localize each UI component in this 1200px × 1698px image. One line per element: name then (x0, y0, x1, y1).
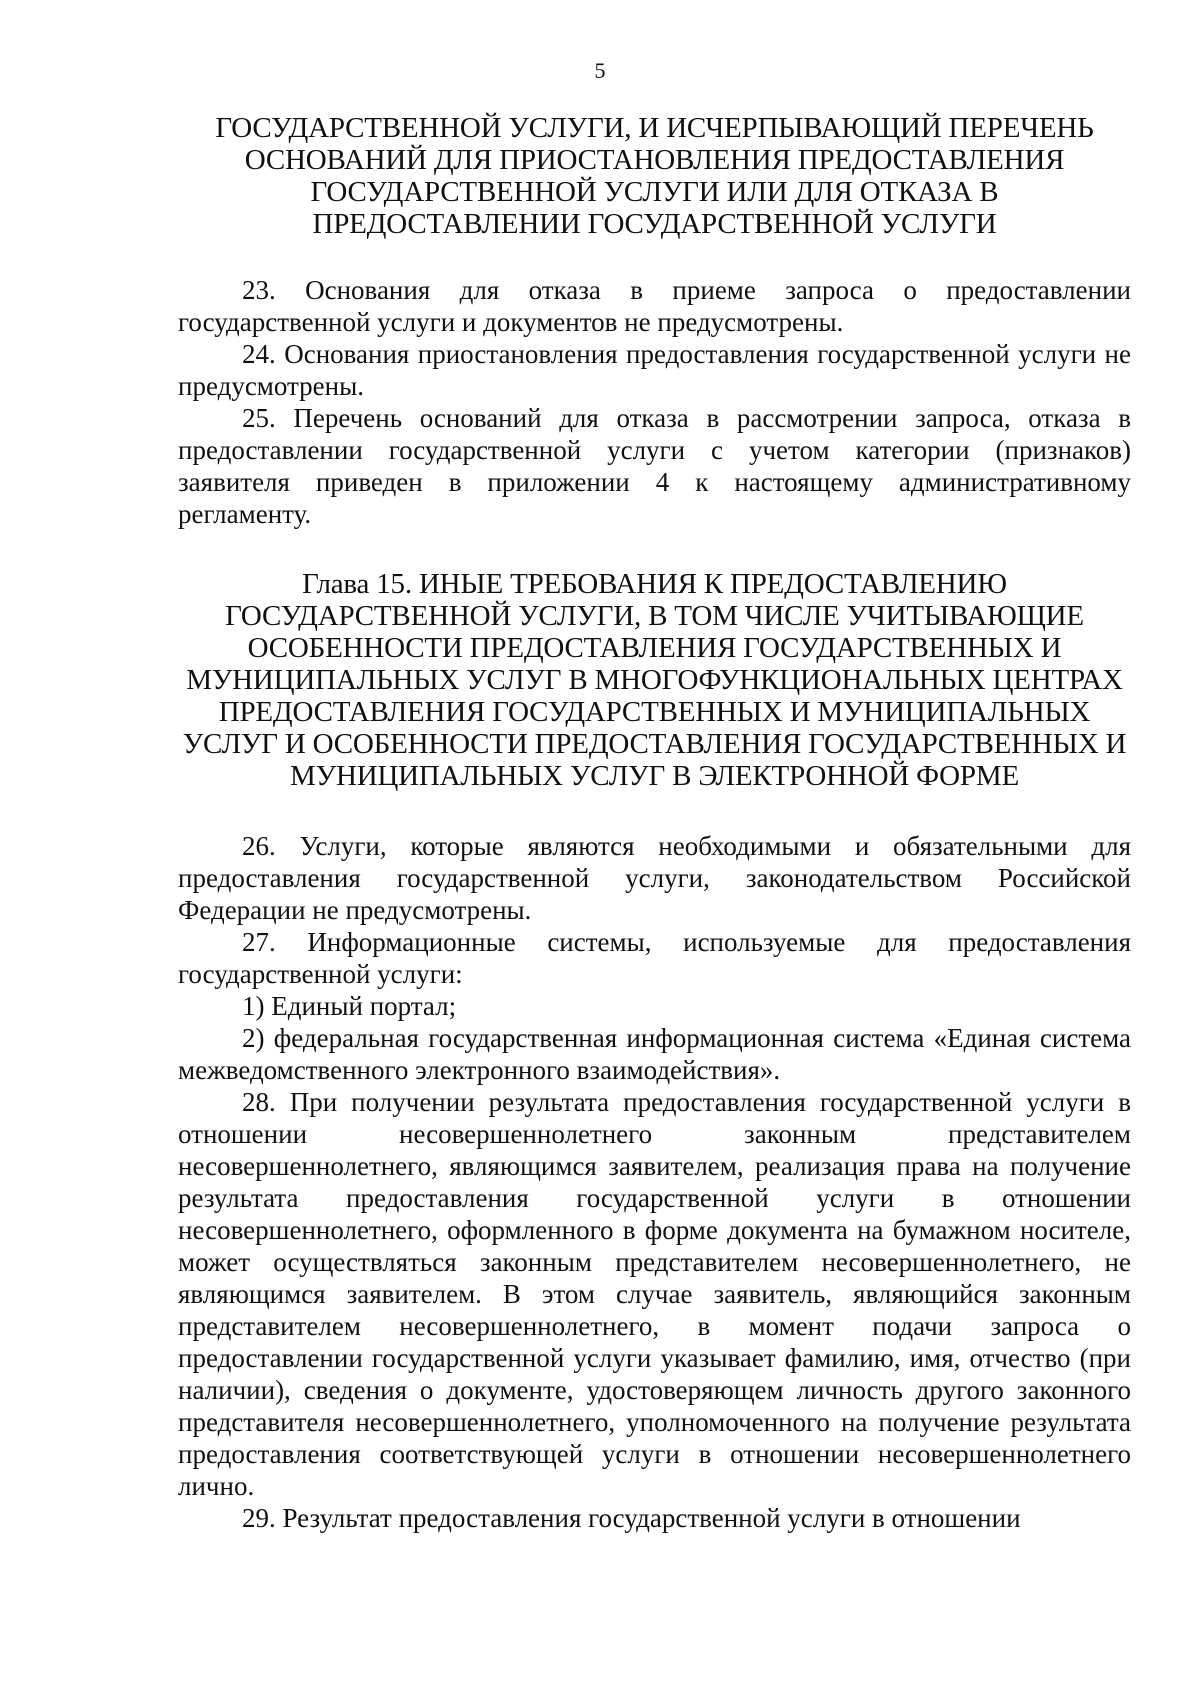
heading-line: УСЛУГ И ОСОБЕННОСТИ ПРЕДОСТАВЛЕНИЯ ГОСУДАРСТВЕННЫХ И (182, 728, 1127, 760)
section-heading-grounds (178, 112, 1131, 240)
list-item-1: 1) Единый портал; (242, 991, 457, 1021)
heading-line: ОСНОВАНИЙ ДЛЯ ПРИОСТАНОВЛЕНИЯ ПРЕДОСТАВЛЕНИЯ (244, 144, 1065, 176)
paragraph-28: 28. При получении результата предоставления государственной услуги в отношении несовершеннолетнего законным представителем несовершеннолетнего, являющимся заявителем, реализация права на получение результата предоставления государственной услуги в отношении несовершеннолетнего, оформленного в форме документа на бумажном носителе, может осуществляться законным представителем несовершеннолетнего, не являющимся заявителем. В этом случае заявитель, являющийся законным представителем несовершеннолетнего, в момент подачи запроса о предоставлении государственной услуги указывает фамилию, имя, отчество (при наличии), сведения о документе, удостоверяющем личность другого законного представителя несовершеннолетнего, уполномоченного на получение результата предоставления соответствующей услуги в отношении несовершеннолетнего лично. (178, 1087, 1131, 1501)
heading-line: ПРЕДОСТАВЛЕНИИ ГОСУДАРСТВЕННОЙ УСЛУГИ (312, 208, 997, 240)
paragraph-29: 29. Результат предоставления государственной услуги в отношении (242, 1503, 1021, 1533)
paragraph-27: 27. Информационные системы, используемые для предоставления государственной услуги: (178, 927, 1131, 989)
chapter-15-heading (178, 568, 1131, 792)
paragraph-26: 26. Услуги, которые являются необходимыми и обязательными для предоставления государственной услуги, законодательством Российской Федерации не предусмотрены. (178, 831, 1131, 925)
list-item-2: 2) федеральная государственная информационная система «Единая система межведомственного электронного взаимодействия». (178, 1023, 1131, 1085)
paragraph-24: 24. Основания приостановления предоставления государственной услуги не предусмотрены. (178, 339, 1131, 401)
heading-line: ПРЕДОСТАВЛЕНИЯ ГОСУДАРСТВЕННЫХ И МУНИЦИПАЛЬНЫХ (218, 696, 1091, 728)
heading-line: ГОСУДАРСТВЕННОЙ УСЛУГИ, В ТОМ ЧИСЛЕ УЧИТЫВАЮЩИЕ (225, 600, 1084, 632)
heading-line: ГОСУДАРСТВЕННОЙ УСЛУГИ, И ИСЧЕРПЫВАЮЩИЙ ПЕРЕЧЕНЬ (215, 112, 1094, 144)
spacer (178, 240, 1131, 274)
heading-line: МУНИЦИПАЛЬНЫХ УСЛУГ В МНОГОФУНКЦИОНАЛЬНЫХ ЦЕНТРАХ (186, 664, 1123, 696)
paragraph-group-2 (178, 830, 1131, 1534)
document-body (178, 112, 1131, 1534)
paragraph-23: 23. Основания для отказа в приеме запроса о предоставлении государственной услуги и документов не предусмотрены. (178, 275, 1131, 337)
heading-line: МУНИЦИПАЛЬНЫХ УСЛУГ В ЭЛЕКТРОННОЙ ФОРМЕ (290, 760, 1019, 792)
spacer (178, 530, 1131, 568)
heading-line: ОСОБЕННОСТИ ПРЕДОСТАВЛЕНИЯ ГОСУДАРСТВЕННЫХ И (247, 632, 1062, 664)
paragraph-25: 25. Перечень оснований для отказа в рассмотрении запроса, отказа в предоставлении государственной услуги с учетом категории (признаков) заявителя приведен в приложении 4 к настоящему административному регламенту. (178, 403, 1131, 529)
spacer (178, 792, 1131, 830)
paragraph-group-1 (178, 274, 1131, 530)
heading-line: ГОСУДАРСТВЕННОЙ УСЛУГИ ИЛИ ДЛЯ ОТКАЗА В (310, 176, 999, 208)
heading-line: Глава 15. ИНЫЕ ТРЕБОВАНИЯ К ПРЕДОСТАВЛЕНИЮ (302, 568, 1007, 600)
page-number: 5 (594, 58, 606, 83)
